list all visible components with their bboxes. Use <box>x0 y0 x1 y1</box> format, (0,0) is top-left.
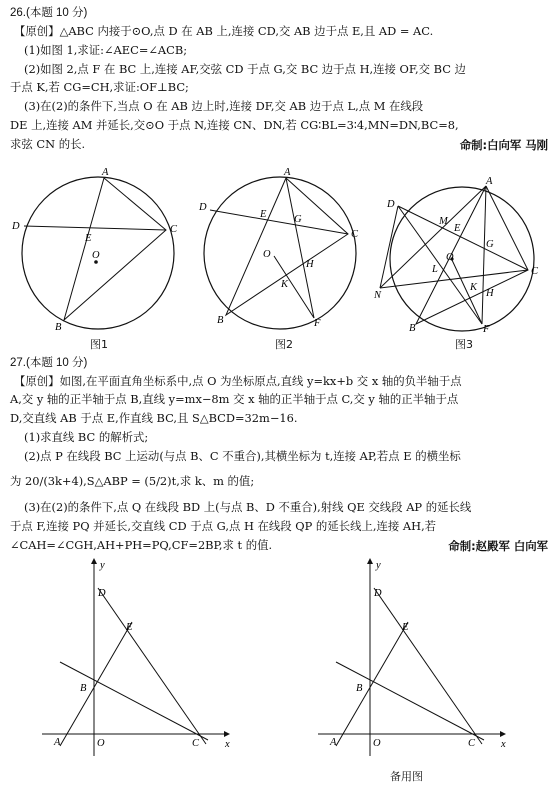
q26-part3-line3: 求弦 CN 的长. <box>10 137 86 151</box>
fig2-circle <box>204 177 356 329</box>
fig3-caption: 图3 <box>455 338 473 351</box>
line-bc <box>60 662 208 740</box>
coordinate-figure <box>42 558 242 758</box>
fig3-label-m: M <box>439 216 448 227</box>
fig1-label-a: A <box>102 167 109 178</box>
fig2-label-k: K <box>281 279 289 290</box>
fig3-label-f: F <box>483 324 490 335</box>
q27-intro-line2: A,交 y 轴的正半轴于点 B,直线 y=mx−8m 交 x 轴的正半轴于点 C,交 y 轴的正半轴于点 <box>10 392 459 406</box>
fig1-label-o: O <box>92 250 100 261</box>
fig1-label-e: E <box>85 233 92 244</box>
axis-label-x: x <box>501 739 506 750</box>
fig3-label-n: N <box>374 290 382 301</box>
fig2-label-d: D <box>199 202 207 213</box>
fig1-label-c: C <box>170 224 178 235</box>
q27-part1: (1)求直线 BC 的解析式; <box>24 430 149 444</box>
fig3-label-c: C <box>531 266 539 277</box>
axis-label-y: y <box>376 560 381 571</box>
fig2-label-g: G <box>294 214 302 225</box>
q26-part3-line2: DE 上,连接 AM 并延长,交⊙O 于点 N,连接 CN、DN,若 CG∶BL=3∶4,MN=DN,BC=8, <box>10 118 459 132</box>
label-a: A <box>54 737 61 748</box>
fig3-label-d: D <box>387 199 395 210</box>
q27-authors: 命制:赵殿军 白向军 <box>448 539 548 553</box>
y-axis-arrow <box>367 558 373 564</box>
axis-label-x: x <box>225 739 230 750</box>
q27-part2-line1: (2)点 P 在线段 BC 上运动(与点 B、C 不重合),其横坐标为 t,连接 AP,若点 E 的横坐标 <box>24 449 461 463</box>
figure-1 <box>8 160 188 335</box>
label-e: E <box>402 622 409 633</box>
q26-part1: (1)如图 1,求证:∠AEC=∠ACB; <box>24 43 188 57</box>
y-axis-arrow <box>91 558 97 564</box>
axis-label-y: y <box>100 560 105 571</box>
q27-part2-line2: 为 20/(3k+4),S△ABP = (5/2)t,求 k、m 的值; <box>10 474 255 488</box>
figure-3 <box>376 160 556 335</box>
x-axis-arrow <box>500 731 506 737</box>
fig2-label-e: E <box>260 209 267 220</box>
q27-intro-line3: D,交直线 AB 于点 E,作直线 BC,且 S△BCD=32m−16. <box>10 411 298 425</box>
fig3-label-b: B <box>409 323 416 334</box>
figure-2 <box>196 160 376 335</box>
fig1-chord-cd <box>24 226 166 230</box>
q26-authors: 命制:白向军 马刚 <box>459 138 548 152</box>
fig2-label-h: H <box>306 259 314 270</box>
q27-header: 27.(本题 10 分) <box>10 357 88 369</box>
x-axis-arrow <box>224 731 230 737</box>
fig3-chord-dc <box>398 206 528 270</box>
fig3-line-dn <box>380 206 398 288</box>
fig2-label-f: F <box>314 318 321 329</box>
q27-part3-line3: ∠CAH=∠CGH,AH+PH=PQ,CF=2BP,求 t 的值. <box>10 538 273 552</box>
fig2-caption: 图2 <box>275 338 293 351</box>
label-e: E <box>126 622 133 633</box>
fig1-label-d: D <box>12 221 20 232</box>
label-o: O <box>373 738 381 749</box>
label-d: D <box>98 588 106 599</box>
q26-part2-line2: 于点 K,若 CG=CH,求证:OF⊥BC; <box>10 80 189 94</box>
label-c: C <box>468 738 476 749</box>
fig3-label-o: O <box>446 252 454 263</box>
fig1-triangle <box>64 178 166 320</box>
fig3-label-l: L <box>432 264 438 275</box>
fig2-label-c: C <box>351 229 359 240</box>
fig2-chord-cd <box>210 210 348 234</box>
label-o: O <box>97 738 105 749</box>
fig3-line-of <box>452 260 482 324</box>
line-cd <box>98 588 206 744</box>
fig3-label-k: K <box>470 282 478 293</box>
spare-figure-caption: 备用图 <box>390 770 423 783</box>
line-ae <box>336 622 408 746</box>
fig2-triangle <box>226 178 348 315</box>
fig3-label-h: H <box>486 288 494 299</box>
label-b: B <box>80 683 87 694</box>
line-bc <box>336 662 484 740</box>
fig3-label-e: E <box>454 223 461 234</box>
line-ae <box>60 622 132 746</box>
coordinate-figure-spare <box>318 558 518 758</box>
fig1-label-b: B <box>55 322 62 333</box>
q27-intro-line1: 【原创】如图,在平面直角坐标系中,点 O 为坐标原点,直线 y=kx+b 交 x 轴的负半轴于点 <box>14 374 462 388</box>
fig2-label-o: O <box>263 249 271 260</box>
fig3-label-g: G <box>486 239 494 250</box>
fig3-line-af <box>482 186 486 324</box>
q27-part3-line1: (3)在(2)的条件下,点 Q 在线段 BD 上(与点 B、D 不重合),射线 QE 交线段 AP 的延长线 <box>24 500 472 514</box>
fig2-label-a: A <box>284 167 291 178</box>
q26-part3-line1: (3)在(2)的条件下,当点 O 在 AB 边上时,连接 DF,交 AB 边于点 L,点 M 在线段 <box>24 99 424 113</box>
label-c: C <box>192 738 200 749</box>
label-d: D <box>374 588 382 599</box>
fig2-label-b: B <box>217 315 224 326</box>
label-b: B <box>356 683 363 694</box>
q26-header: 26.(本题 10 分) <box>10 7 88 19</box>
line-cd <box>374 588 482 744</box>
q26-intro: 【原创】△ABC 内接于⊙O,点 D 在 AB 上,连接 CD,交 AB 边于点 E,且 AD = AC. <box>14 24 434 38</box>
fig3-label-a: A <box>486 176 493 187</box>
q27-part3-line2: 于点 F,连接 PQ 并延长,交直线 CD 于点 G,点 H 在线段 QP 的延长线上,连接 AH,若 <box>10 519 437 533</box>
fig1-caption: 图1 <box>90 338 108 351</box>
label-a: A <box>330 737 337 748</box>
q26-part2-line1: (2)如图 2,点 F 在 BC 上,连接 AF,交弦 CD 于点 G,交 BC 边于点 H,连接 OF,交 BC 边 <box>24 62 466 76</box>
